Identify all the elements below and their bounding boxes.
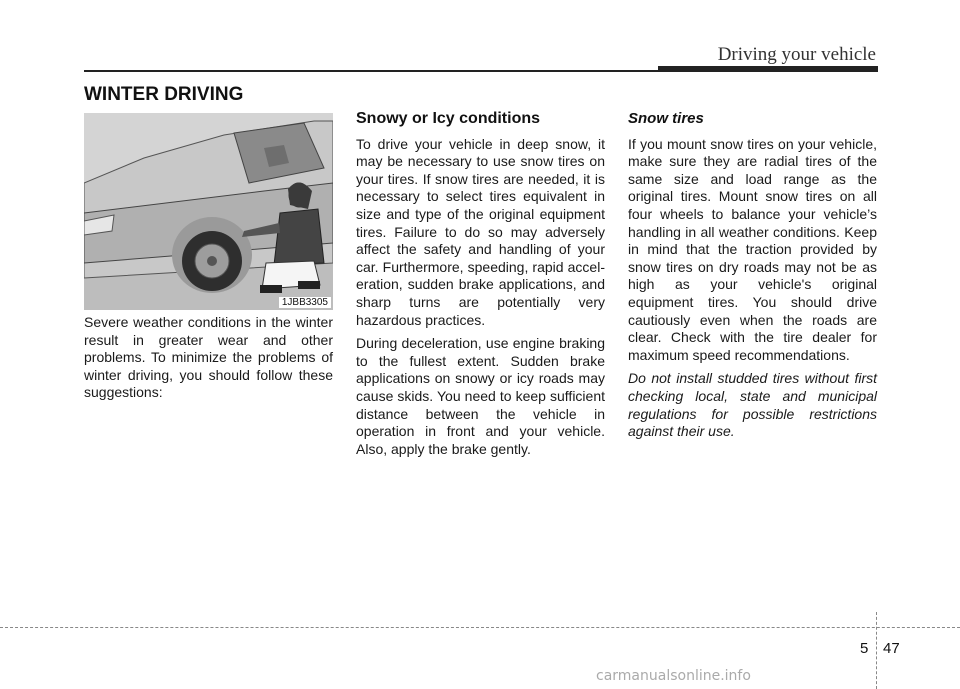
page-number: 47 [883, 640, 900, 657]
footer-rule [0, 627, 960, 628]
snowy-paragraph-2: During deceleration, use engine braking to the fullest extent. Sudden brake applications on snowy or icy roads may cause skids. You need to keep sufficient distance between the vehicle in operation in front and your vehicle. Also, apply the brake gently. [356, 335, 605, 457]
car-snow-tire-illustration [84, 113, 333, 310]
intro-paragraph: Severe weather conditions in the winter result in greater wear and other problems. To minimize the problems of winter driving, you should follow these suggestions: [84, 314, 333, 401]
header-accent-bar [658, 66, 878, 72]
watermark: carmanualsonline.info [596, 668, 751, 684]
studded-tires-warning: Do not install studded tires without first checking local, state and municipal regulations for possible restrictions against their use. [628, 370, 877, 440]
intro-column [84, 314, 333, 408]
car-illustration-svg [84, 113, 333, 310]
section-title: WINTER DRIVING [84, 84, 244, 105]
chapter-number: 5 [860, 640, 869, 657]
figure-code: 1JBB3305 [279, 297, 331, 308]
chapter-title: Driving your vehicle [717, 44, 876, 65]
snow-tires-column [628, 110, 877, 447]
snowy-conditions-column [356, 110, 605, 464]
snowy-conditions-heading: Snowy or Icy conditions [356, 110, 541, 127]
footer-divider [876, 612, 877, 689]
snow-tires-paragraph: If you mount snow tires on your vehicle, make sure they are radial tires of the same size and load range as the original tires. Mount snow tires on all four wheels to balance your vehicle’s handling in all weather conditions. Keep in mind that the traction provided by snow tires on dry roads may not be as high as your vehicle's original equipment tires. You should drive cautiously even when the roads are clear. Check with the tire dealer for maximum speed recommendations. [628, 135, 877, 363]
snow-tires-heading: Snow tires [628, 110, 704, 127]
snowy-paragraph-1: To drive your vehicle in deep snow, it may be necessary to use snow tires on your tires. If snow tires are needed, it is necessary to select tires equivalent in size and type of the original equipment tires. Failure to do so may adversely affect the safety and handling of your car. Furthermore, speeding, rapid acceleration, sudden brake applications, and sharp turns are potentially very hazardous practices. [356, 135, 605, 328]
